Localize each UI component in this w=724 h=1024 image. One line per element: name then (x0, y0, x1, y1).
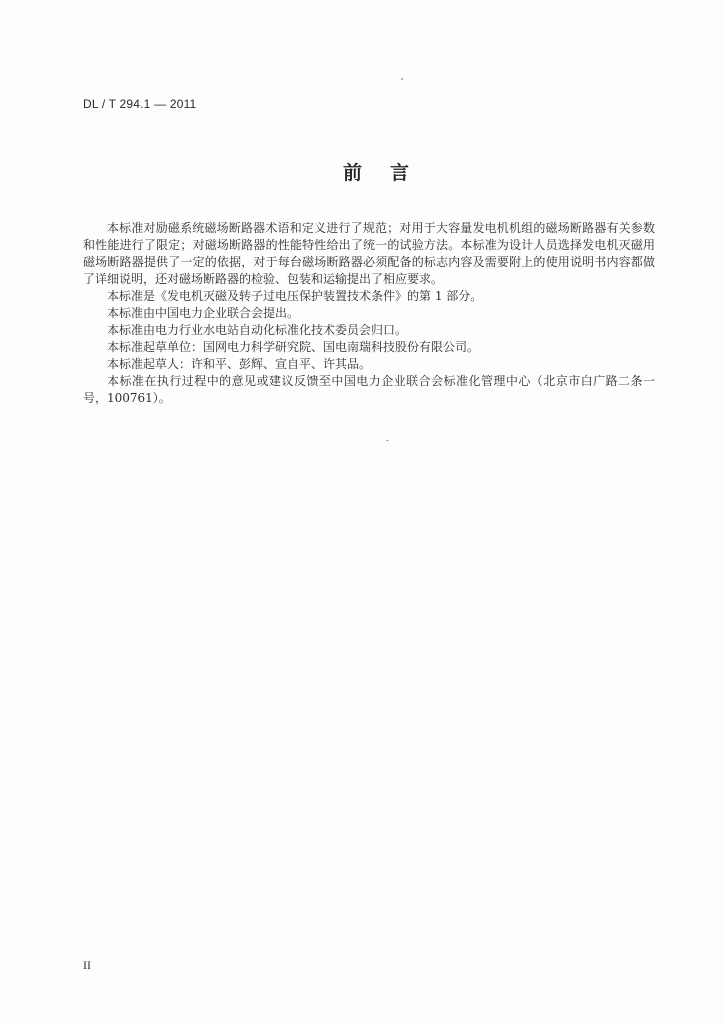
document-code-header: DL / T 294.1 — 2011 (83, 97, 197, 111)
paragraph-scope: 本标准对励磁系统磁场断路器术语和定义进行了规范；对用于大容量发电机机组的磁场断路器有关参数和性能进行了限定；对磁场断路器的性能特性给出了统一的试验方法。本标准为设计人员选择发电机灭磁用磁场断路器提供了一定的依据，对于每台磁场断路器必须配备的标志内容及需要附上的使用说明书内容都做了详细说明，还对磁场断路器的检验、包装和运输提出了相应要求。 (83, 221, 655, 286)
page-number: II (83, 958, 91, 972)
paragraph-part: 本标准是《发电机灭磁及转子过电压保护装置技术条件》的第 1 部分。 (107, 289, 483, 303)
paragraph-drafters: 本标准起草人：许和平、彭辉、宣自平、许其品。 (107, 357, 372, 371)
scan-speck (386, 440, 389, 441)
foreword-body (83, 220, 655, 407)
paragraph-committee: 本标准由电力行业水电站自动化标准化技术委员会归口。 (107, 323, 408, 337)
paragraph-proposer: 本标准由中国电力企业联合会提出。 (107, 306, 300, 320)
paragraph-drafting-units: 本标准起草单位：国网电力科学研究院、国电南瑞科技股份有限公司。 (107, 340, 480, 354)
paragraph-feedback: 本标准在执行过程中的意见或建议反馈至中国电力企业联合会标准化管理中心（北京市白广路二条一号，100761）。 (83, 374, 655, 405)
section-title: 前言 (342, 162, 437, 184)
scan-speck (401, 78, 403, 80)
